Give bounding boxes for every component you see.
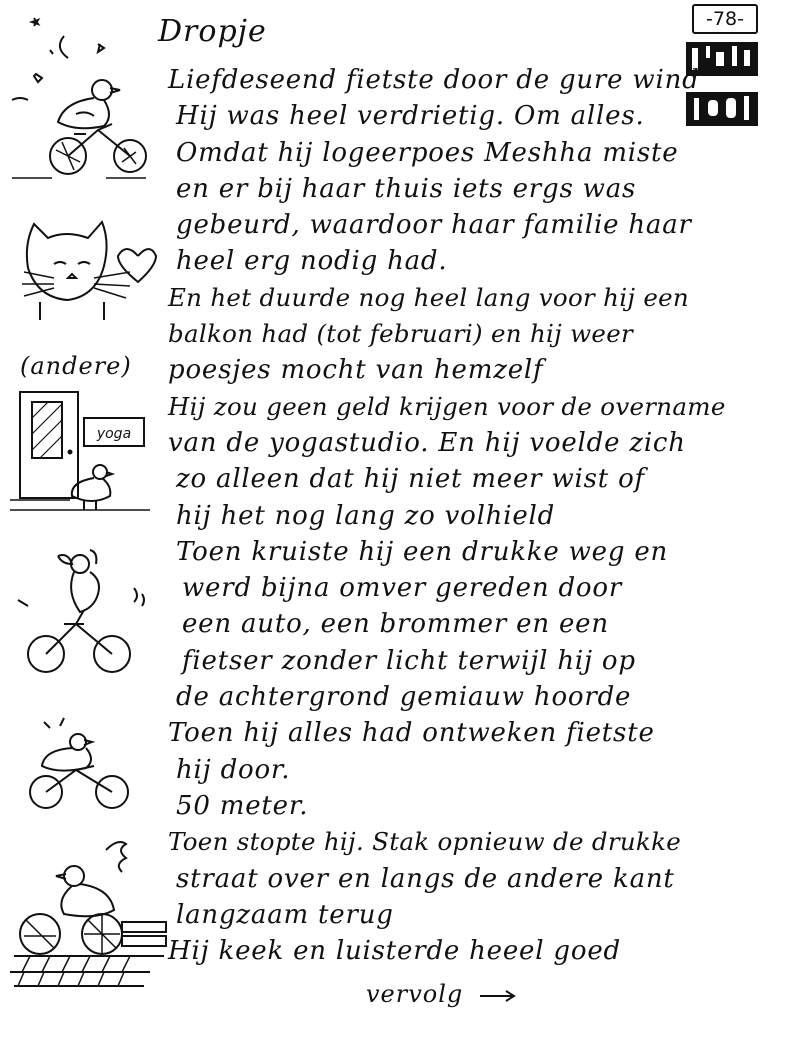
text-line: Hij zou geen geld krijgen voor de overname [168, 391, 726, 421]
text-line: Toen kruiste hij een drukke weg en [176, 536, 669, 567]
duck-on-bicycle-drawing [6, 10, 156, 180]
text-line: van de yogastudio. En hij voelde zich [168, 427, 686, 458]
text-line: Toen stopte hij. Stak opnieuw de drukke [168, 827, 682, 857]
text-line: hij het nog lang zo volhield [176, 500, 556, 531]
duck-standing-on-bike-drawing [14, 540, 164, 680]
text-line: langzaam terug [176, 899, 394, 930]
text-line: straat over en langs de andere kant [176, 863, 675, 894]
text-line: balkon had (tot februari) en hij weer [168, 319, 634, 349]
text-line: poesjes mocht van hemzelf [168, 355, 544, 386]
duck-with-bike-on-street-drawing [10, 826, 170, 996]
yoga-studio-door-drawing [10, 388, 160, 528]
text-line: gebeurd, waardoor haar familie haar [176, 210, 692, 241]
text-line: Omdat hij logeerpoes Meshha miste [176, 137, 679, 168]
text-line: Liefdeseend fietste door de gure wind [168, 65, 700, 95]
page-number: -78- [692, 4, 758, 34]
yoga-sign-text: yoga [96, 426, 132, 442]
text-line: werd bijna omver gereden door [182, 573, 623, 604]
handwritten-text [168, 62, 780, 969]
text-line: Hij was heel verdrietig. Om alles. [176, 101, 645, 132]
text-line: hij door. [176, 754, 291, 785]
side-label: (andere) [20, 352, 132, 380]
continued-label: vervolg [366, 980, 464, 1008]
text-line: fietser zonder licht terwijl hij op [182, 645, 636, 676]
arrow-right-icon [478, 989, 518, 1003]
cat-with-heart-drawing [14, 214, 164, 324]
text-line: zo alleen dat hij niet meer wist of [176, 464, 645, 495]
text-line: heel erg nodig had. [176, 246, 448, 277]
continued-note [366, 980, 518, 1008]
text-line: de achtergrond gemiauw hoorde [176, 682, 632, 713]
text-line: een auto, een brommer en een [182, 609, 609, 640]
page-title: Dropje [158, 14, 267, 49]
text-line: en er bij haar thuis iets ergs was [176, 173, 637, 204]
text-line: 50 meter. [176, 790, 309, 821]
duck-riding-bicycle-drawing [18, 712, 158, 812]
text-line: Hij keek en luisterde heeel goed [168, 936, 621, 967]
text-line: Toen hij alles had ontweken fietste [168, 718, 655, 749]
text-line: En het duurde nog heel lang voor hij een [168, 282, 689, 312]
